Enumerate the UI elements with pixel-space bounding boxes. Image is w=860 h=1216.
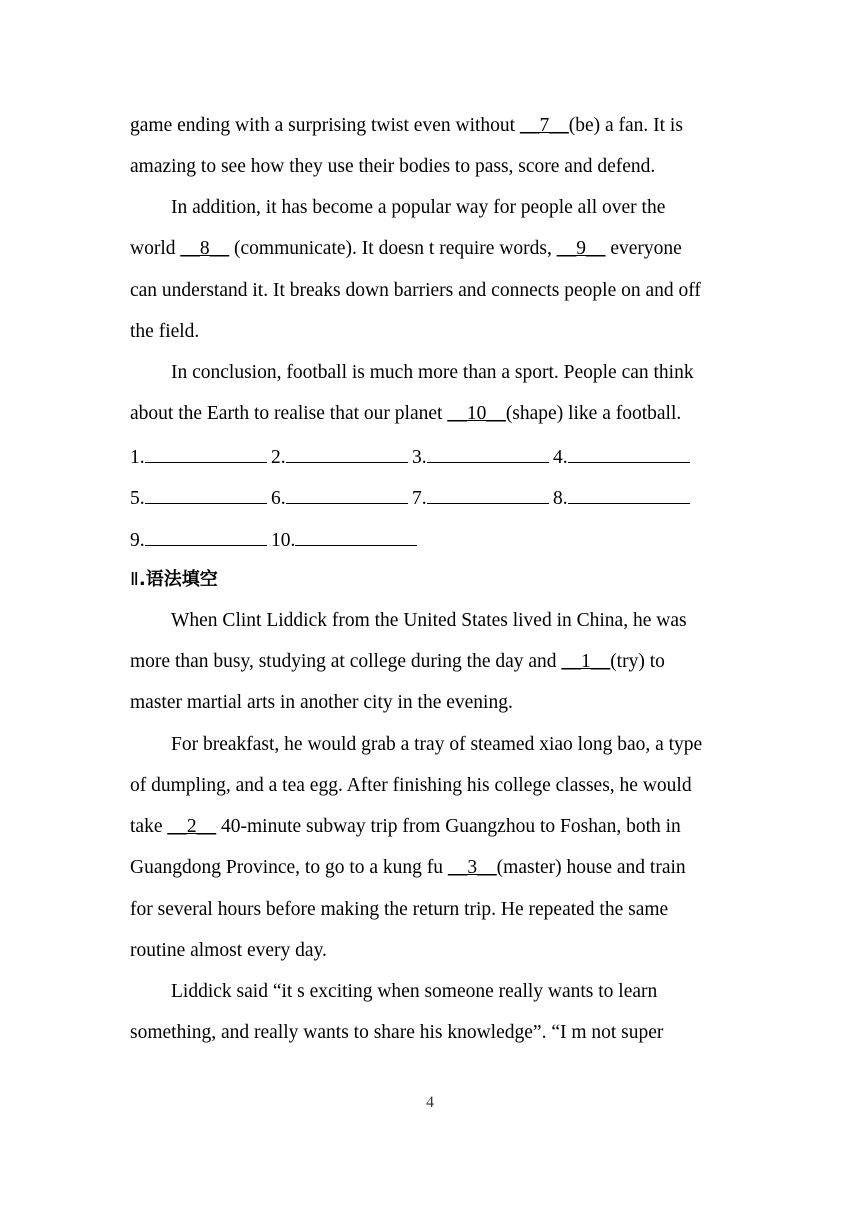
text-segment: everyone bbox=[605, 238, 682, 259]
text-segment: world bbox=[130, 238, 181, 259]
passage1-line-4 bbox=[130, 237, 750, 261]
passage2-line-5: of dumpling, and a tea egg. After finishing his college classes, he would bbox=[130, 775, 692, 796]
answer-number: 2. bbox=[271, 447, 286, 468]
text-segment: (be) a fan. It is bbox=[568, 115, 683, 136]
blank-8: __8__ bbox=[180, 238, 230, 259]
passage1-line-3: In addition, it has become a popular way for people all over the bbox=[171, 197, 666, 218]
passage2-line-6 bbox=[130, 815, 750, 839]
answer-line[interactable] bbox=[145, 444, 267, 463]
answer-number: 5. bbox=[130, 488, 145, 509]
passage2-line-4: For breakfast, he would grab a tray of steamed xiao long bao, a type bbox=[171, 734, 703, 755]
passage2-line-1: When Clint Liddick from the United States lived in China, he was bbox=[171, 610, 687, 631]
passage2-line-3: master martial arts in another city in the evening. bbox=[130, 692, 513, 713]
passage2-line-7 bbox=[130, 856, 750, 880]
passage2-line-10: Liddick said “it s exciting when someone really wants to learn bbox=[171, 981, 658, 1002]
answer-number: 9. bbox=[130, 530, 145, 551]
answer-number: 1. bbox=[130, 447, 145, 468]
answer-line[interactable] bbox=[145, 527, 267, 546]
passage1-line-7: In conclusion, football is much more than a sport. People can think bbox=[171, 362, 694, 383]
answer-slot bbox=[271, 444, 412, 470]
answer-slot bbox=[130, 485, 271, 511]
answer-line[interactable] bbox=[427, 485, 549, 504]
answer-row-2 bbox=[130, 485, 750, 511]
answer-line[interactable] bbox=[295, 527, 417, 546]
answer-line[interactable] bbox=[568, 485, 690, 504]
text-segment: (master) house and train bbox=[496, 857, 686, 878]
passage1-line-8 bbox=[130, 402, 750, 426]
text-segment: game ending with a surprising twist even without bbox=[130, 115, 520, 136]
text-segment: (communicate). It doesn t require words, bbox=[229, 238, 557, 259]
answer-slot bbox=[412, 485, 553, 511]
blank-10: __10__ bbox=[447, 403, 506, 424]
answer-slot bbox=[412, 444, 553, 470]
page-number: 4 bbox=[426, 1094, 434, 1111]
section-title: .语法填空 bbox=[138, 569, 218, 590]
blank-1: __1__ bbox=[561, 651, 611, 672]
passage1-line-2: amazing to see how they use their bodies to pass, score and defend. bbox=[130, 156, 656, 177]
blank-7: __7__ bbox=[519, 115, 569, 136]
answer-row-3 bbox=[130, 527, 750, 553]
answer-slot bbox=[130, 444, 271, 470]
section-heading bbox=[130, 567, 218, 592]
text-segment: more than busy, studying at college during the day and bbox=[130, 651, 562, 672]
answer-slot bbox=[130, 527, 271, 553]
answer-number: 3. bbox=[412, 447, 427, 468]
passage2-line-8: for several hours before making the return trip. He repeated the same bbox=[130, 899, 669, 920]
passage2-line-11: something, and really wants to share his knowledge”. “I m not super bbox=[130, 1022, 664, 1043]
passage2-line-2 bbox=[130, 650, 750, 674]
answer-slot bbox=[553, 444, 694, 470]
answer-row-1 bbox=[130, 444, 750, 470]
text-segment: (shape) like a football. bbox=[505, 403, 682, 424]
answer-line[interactable] bbox=[286, 485, 408, 504]
answer-number: 7. bbox=[412, 488, 427, 509]
blank-2: __2__ bbox=[167, 816, 217, 837]
answer-number: 10. bbox=[271, 530, 296, 551]
passage1-line-6: the field. bbox=[130, 321, 200, 342]
text-segment: take bbox=[130, 816, 168, 837]
text-segment: Guangdong Province, to go to a kung fu bbox=[130, 857, 448, 878]
answer-line[interactable] bbox=[427, 444, 549, 463]
answer-slot bbox=[271, 527, 412, 553]
text-segment: (try) to bbox=[610, 651, 665, 672]
answer-number: 4. bbox=[553, 447, 568, 468]
text-segment: about the Earth to realise that our planet bbox=[130, 403, 448, 424]
section-numeral: Ⅱ bbox=[130, 569, 139, 589]
passage2-line-9: routine almost every day. bbox=[130, 940, 327, 961]
passage1-line-5: can understand it. It breaks down barriers and connects people on and off bbox=[130, 280, 701, 301]
blank-9: __9__ bbox=[556, 238, 606, 259]
text-segment: 40-minute subway trip from Guangzhou to Foshan, both in bbox=[216, 816, 681, 837]
passage1-line-1 bbox=[130, 114, 750, 138]
answer-slot bbox=[271, 485, 412, 511]
answer-line[interactable] bbox=[145, 485, 267, 504]
answer-line[interactable] bbox=[286, 444, 408, 463]
answer-line[interactable] bbox=[568, 444, 690, 463]
blank-3: __3__ bbox=[447, 857, 497, 878]
answer-slot bbox=[553, 485, 694, 511]
answer-number: 6. bbox=[271, 488, 286, 509]
answer-number: 8. bbox=[553, 488, 568, 509]
